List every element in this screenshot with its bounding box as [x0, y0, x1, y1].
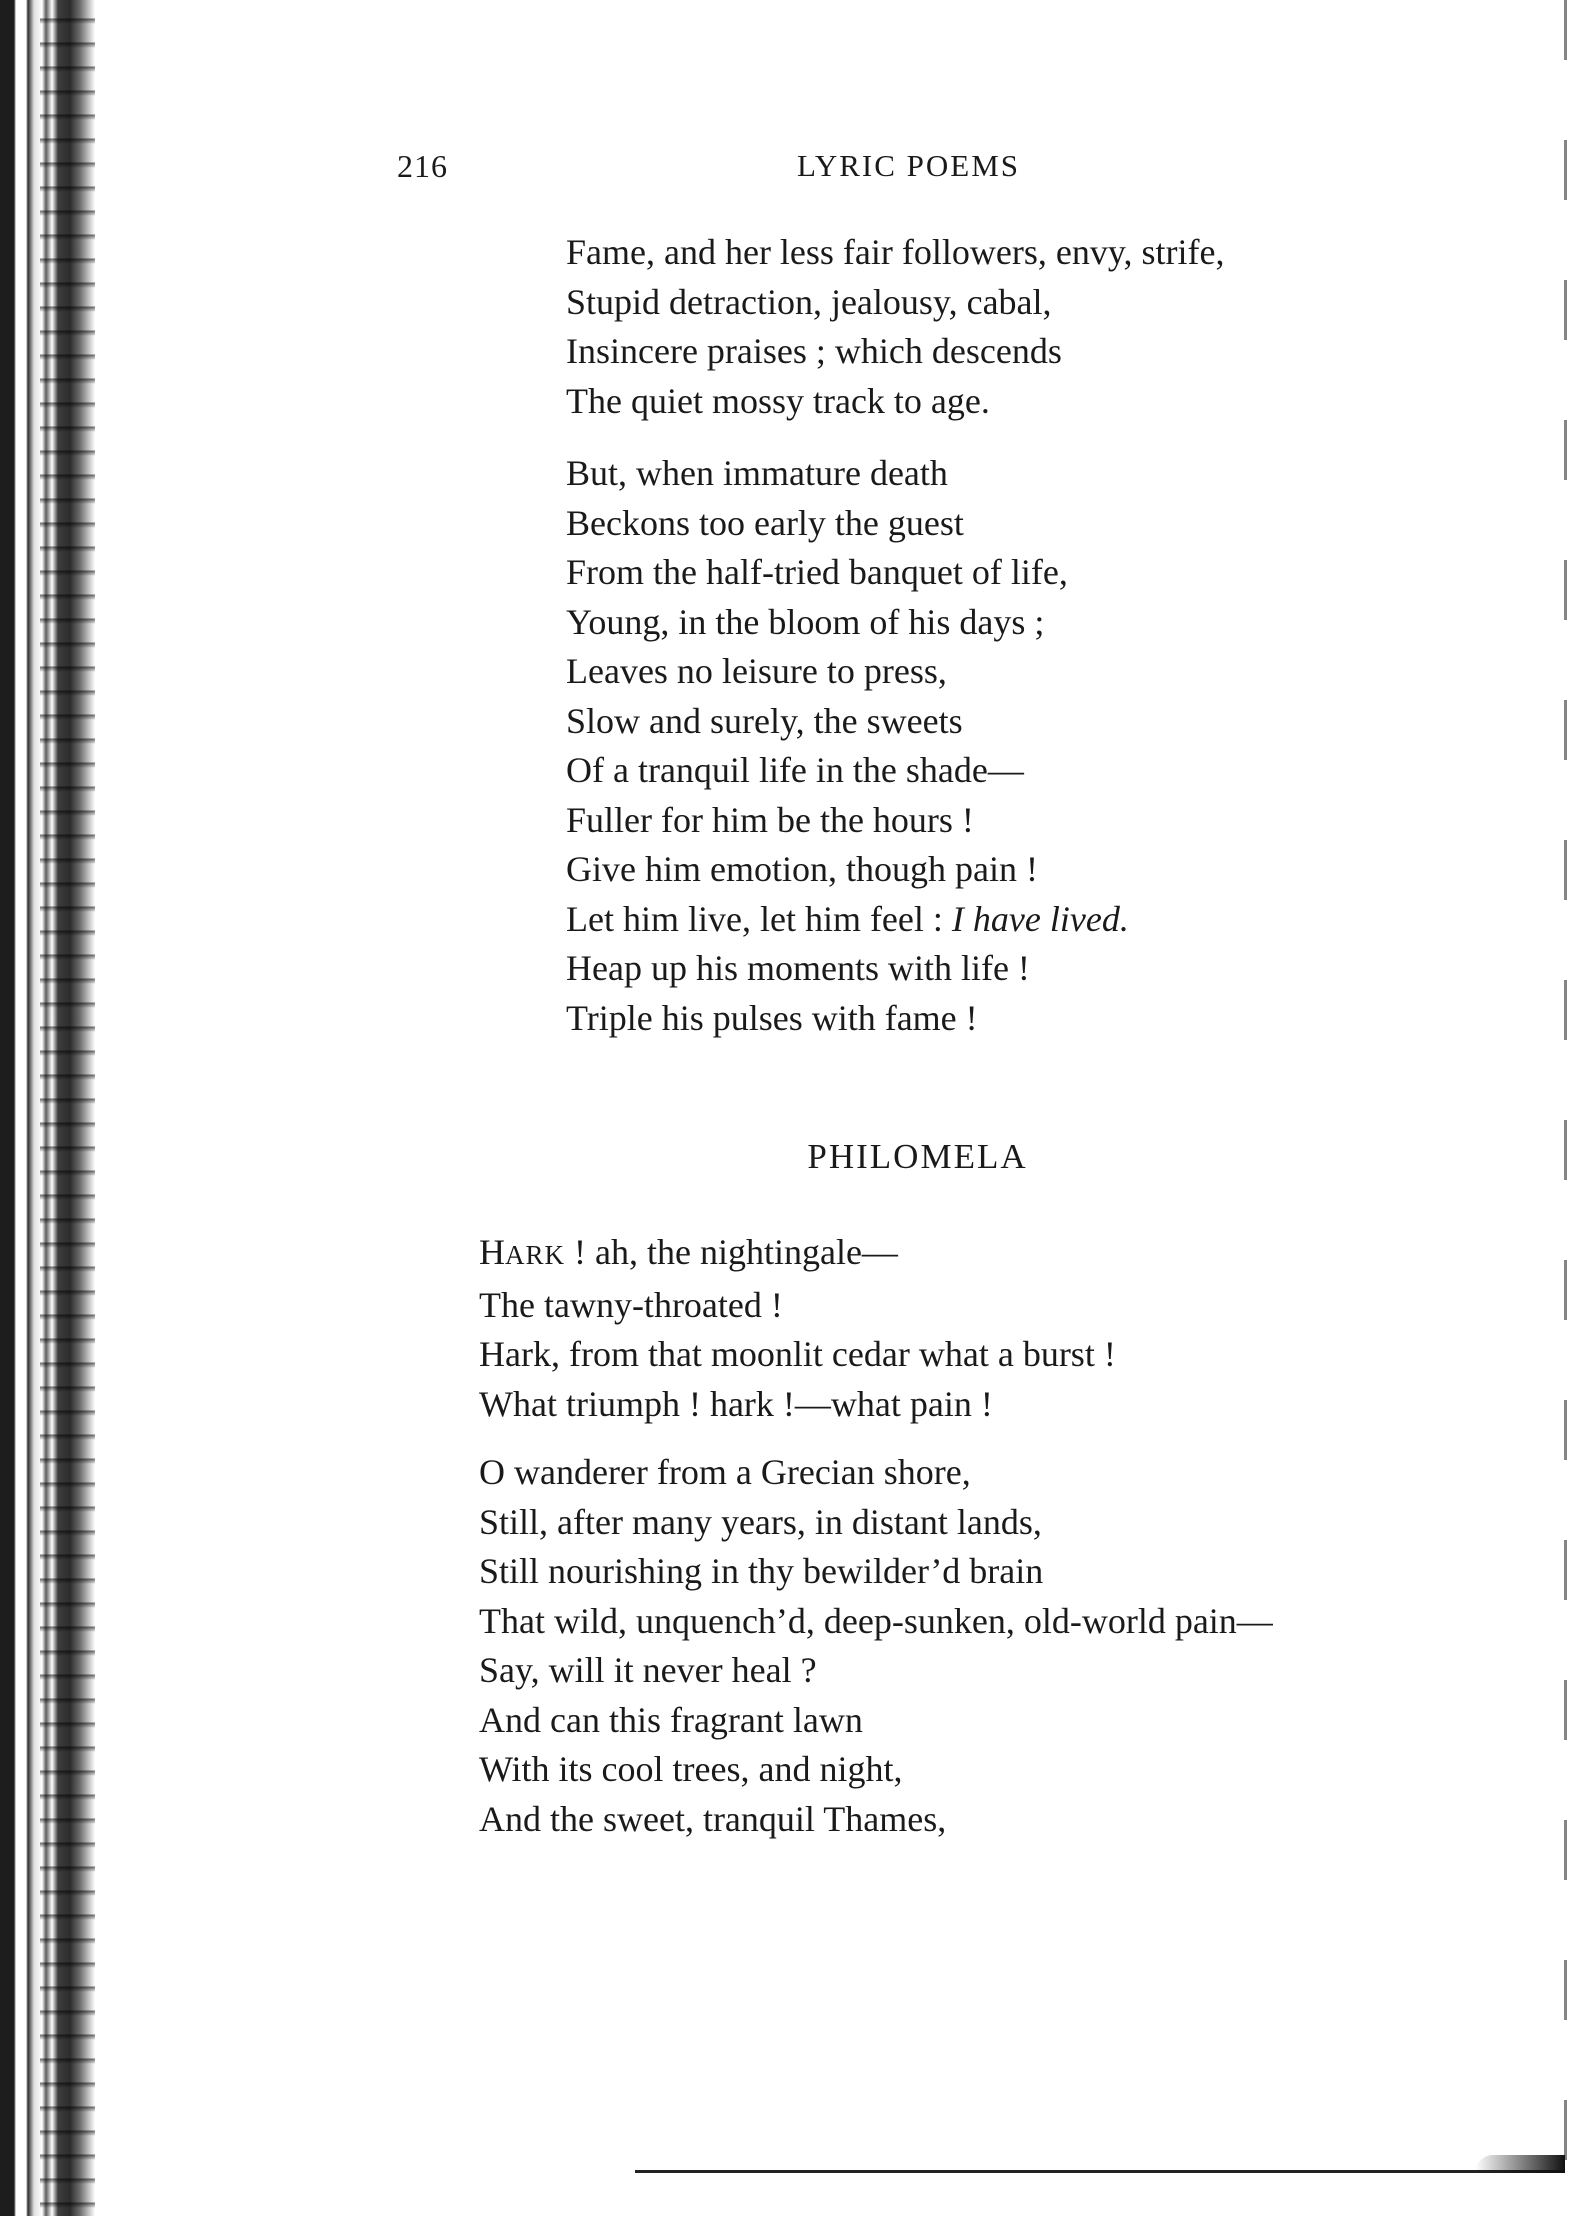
verse-line: From the half-tried banquet of life, [566, 552, 1068, 592]
verse-line: Fuller for him be the hours ! [566, 799, 974, 840]
verse-line: But, when immature death [566, 453, 948, 493]
verse-line: Still, after many years, in distant lands, [479, 1501, 1042, 1542]
verse-line: O wanderer from a Grecian shore, [479, 1452, 971, 1492]
running-head [0, 148, 1575, 198]
verse-line: What triumph ! hark !—what pain ! [479, 1383, 993, 1424]
binding-shadow [40, 0, 95, 2216]
verse-text: ! ah, the nightingale— [565, 1232, 898, 1272]
page-number: 216 [397, 148, 448, 184]
verse-line: And can this fragrant lawn [479, 1699, 863, 1740]
poem-title: PHILOMELA [807, 1137, 1028, 1176]
verse-line: Give him emotion, though pain ! [566, 849, 1038, 889]
poem1-stanza-2 [566, 449, 1129, 1043]
small-caps-word: ARK [505, 1240, 566, 1270]
verse-line: Of a tranquil life in the shade— [566, 750, 1024, 790]
verse-line-first [479, 1228, 1116, 1281]
verse-line: Triple his pulses with fame ! [566, 997, 978, 1038]
poem2-stanza-1 [479, 1228, 1116, 1429]
verse-line: Beckons too early the guest [566, 502, 964, 543]
bottom-rule [635, 2170, 1565, 2173]
verse-line: Slow and surely, the sweets [566, 700, 963, 741]
verse-line: The tawny-throated ! [479, 1284, 783, 1325]
verse-text: Let him live, let him feel : [566, 898, 952, 939]
verse-line: Insincere praises ; which descends [566, 331, 1062, 371]
verse-line: The quiet mossy track to age. [566, 380, 990, 421]
verse-line-with-italic [566, 895, 1129, 945]
italic-phrase: I have lived. [951, 898, 1129, 939]
verse-line: Leaves no leisure to press, [566, 651, 947, 691]
verse-line: Young, in the bloom of his days ; [566, 601, 1045, 642]
page-right-edge [1564, 0, 1567, 2216]
verse-line: Say, will it never heal ? [479, 1650, 817, 1690]
verse-line: With its cool trees, and night, [479, 1749, 903, 1789]
running-title: LYRIC POEMS [797, 148, 1021, 183]
verse-line: Fame, and her less fair followers, envy, strife, [566, 232, 1225, 272]
poem2-stanza-2 [479, 1448, 1273, 1844]
verse-line: And the sweet, tranquil Thames, [479, 1798, 947, 1839]
verse-line: Hark, from that moonlit cedar what a burst ! [479, 1334, 1116, 1374]
verse-line: Stupid detraction, jealousy, cabal, [566, 281, 1052, 322]
page-curl-shadow [1475, 2155, 1565, 2173]
poem1-stanza-1 [566, 228, 1224, 426]
verse-line: That wild, unquench’d, deep-sunken, old-world pain— [479, 1600, 1273, 1641]
initial-capital: H [479, 1232, 505, 1272]
verse-line: Still nourishing in thy bewilder’d brain [479, 1551, 1044, 1591]
verse-line: Heap up his moments with life ! [566, 948, 1030, 988]
